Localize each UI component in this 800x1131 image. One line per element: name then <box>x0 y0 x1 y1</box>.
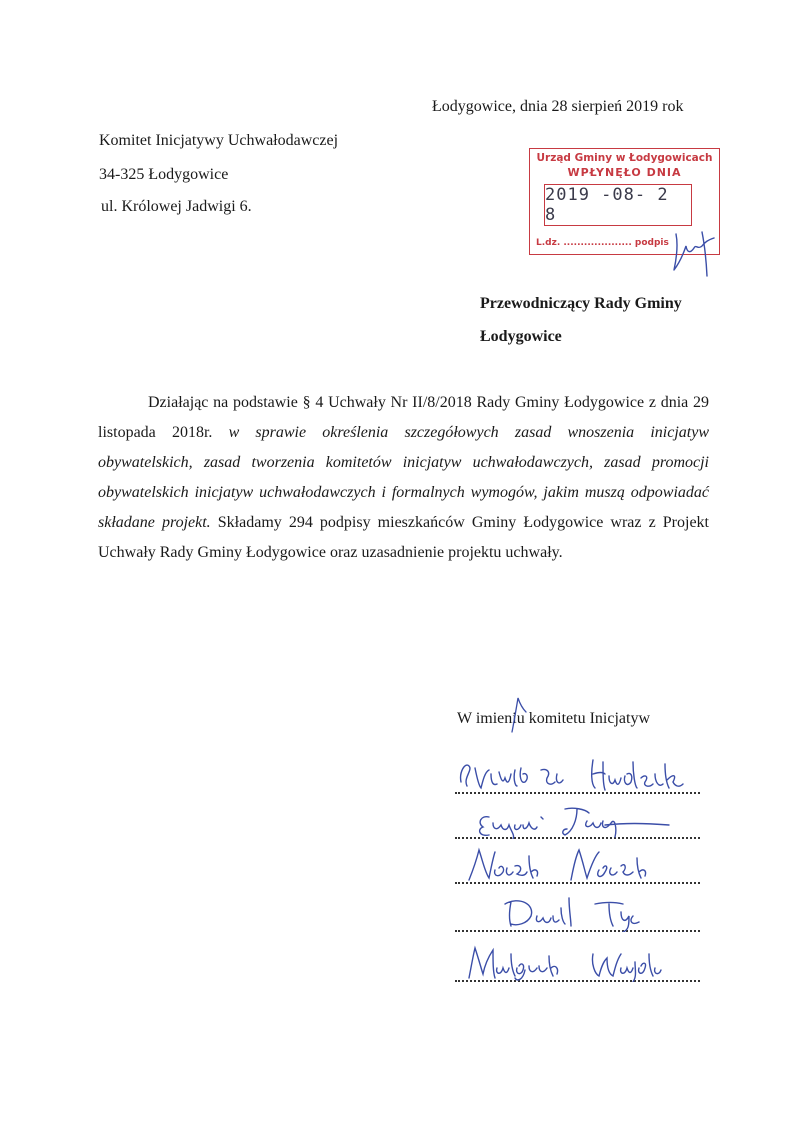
stamp-office-name: Urząd Gminy w Łodygowicach <box>536 152 713 164</box>
signoff-pen-stroke <box>504 694 534 734</box>
body-text-resolution-title: w sprawie określenia szczegółowych zasad wnoszenia inicjatyw obywatelskich, zasad tworzenia komitetów inicjatyw uchwałodawczych, zasad promocji obywatelskich inicjatyw uchwałodawczych i formalnych wymogów, jakim muszą odpowiadać składane projekt. <box>98 424 709 531</box>
signature-line-5 <box>455 940 700 982</box>
stamp-date: 2019 -08- 2 8 <box>544 184 692 226</box>
signature-line-4 <box>455 890 700 932</box>
signature-line-3 <box>455 842 700 884</box>
signature-5 <box>455 940 700 982</box>
body-text-submission: Składamy 294 podpisy mieszkańców Gminy Łodygowice wraz z Projekt Uchwały Rady Gminy Łodygowice oraz uzasadnienie projektu uchwały. <box>98 514 709 561</box>
body-text-intro: Działając na podstawie § 4 Uchwały Nr II/8/2018 Rady Gminy Łodygowice z dnia 29 listopada 2018r. <box>98 394 709 441</box>
stamp-ledger-line: L.dz. .................... podpis <box>536 238 669 248</box>
signature-3 <box>455 842 700 884</box>
signature-2 <box>455 797 700 839</box>
stamp-received-label: WPŁYNĘŁO DNIA <box>567 166 682 179</box>
addressee-place: Łodygowice <box>480 328 562 345</box>
signoff-line: W imieniu komitetu Inicjatyw <box>457 710 650 727</box>
addressee-title: Przewodniczący Rady Gminy <box>480 295 682 312</box>
body-paragraph <box>98 388 709 568</box>
sender-name: Komitet Inicjatywy Uchwałodawczej <box>99 132 339 149</box>
letter-body <box>98 388 709 568</box>
place-and-date: Łodygowice, dnia 28 sierpień 2019 rok <box>432 98 684 115</box>
signature-line-2 <box>455 797 700 839</box>
sender-street: ul. Królowej Jadwigi 6. <box>101 198 252 215</box>
signature-1 <box>455 752 700 794</box>
signature-line-1 <box>455 752 700 794</box>
signature-4 <box>455 890 700 932</box>
stamp-handwritten-signature <box>650 222 722 278</box>
sender-postal-code: 34-325 Łodygowice <box>99 166 229 183</box>
